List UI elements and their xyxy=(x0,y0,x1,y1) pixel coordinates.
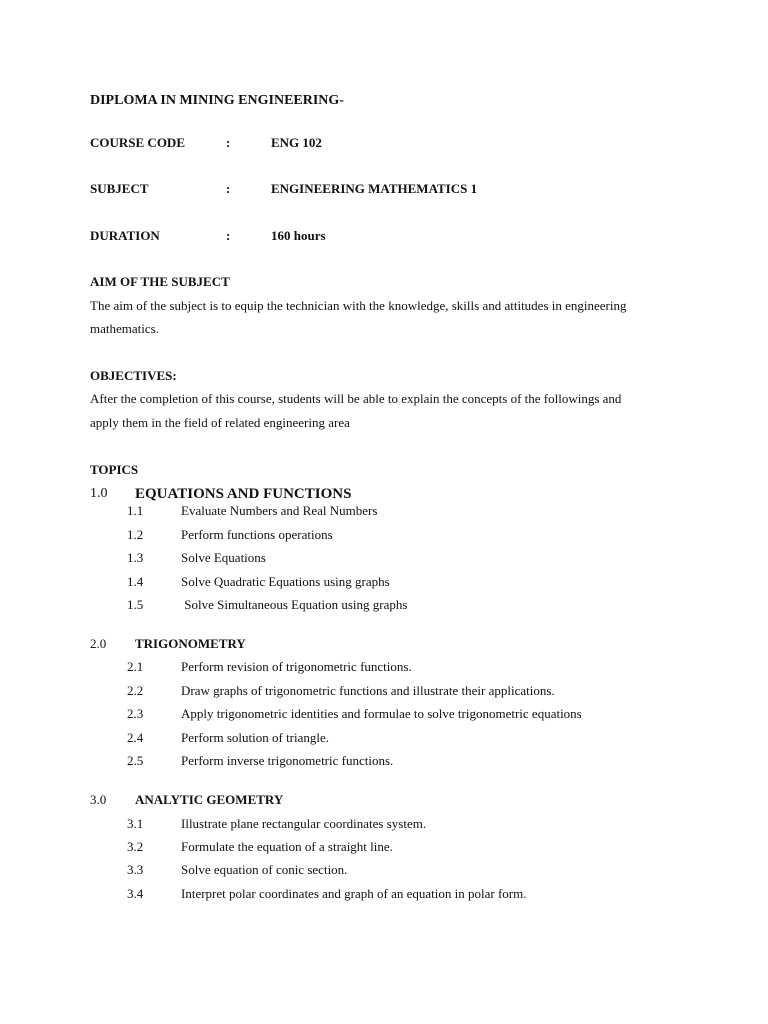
section-number: 1.0 xyxy=(90,486,108,501)
item-number: 1.4 xyxy=(127,574,144,589)
item-number: 2.4 xyxy=(127,730,144,745)
topics-heading: TOPICS xyxy=(90,462,139,477)
item-text: Evaluate Numbers and Real Numbers xyxy=(181,503,378,518)
subject-label: SUBJECT xyxy=(90,181,149,196)
item-number: 3.3 xyxy=(127,862,144,877)
item-text: Solve Equations xyxy=(181,550,266,565)
item-text: Perform inverse trigonometric functions. xyxy=(181,753,394,768)
aim-heading: AIM OF THE SUBJECT xyxy=(90,274,230,289)
item-text: Formulate the equation of a straight line. xyxy=(181,839,393,854)
item-number: 1.3 xyxy=(127,550,144,565)
objectives-heading: OBJECTIVES: xyxy=(90,368,177,383)
document-title: DIPLOMA IN MINING ENGINEERING- xyxy=(90,93,344,108)
item-text: Solve Simultaneous Equation using graphs xyxy=(181,597,408,612)
subject-value: ENGINEERING MATHEMATICS 1 xyxy=(271,181,478,196)
item-text: Solve equation of conic section. xyxy=(181,862,348,877)
section-title: TRIGONOMETRY xyxy=(135,636,246,651)
duration-separator: : xyxy=(226,228,231,243)
item-number: 2.5 xyxy=(127,753,144,768)
item-number: 3.2 xyxy=(127,839,144,854)
section-title: ANALYTIC GEOMETRY xyxy=(135,792,284,807)
aim-text-line-1: The aim of the subject is to equip the technician with the knowledge, skills and attitudes in engineering xyxy=(90,298,627,313)
item-text: Interpret polar coordinates and graph of an equation in polar form. xyxy=(181,886,527,901)
item-text: Draw graphs of trigonometric functions and illustrate their applications. xyxy=(181,683,555,698)
item-text: Illustrate plane rectangular coordinates system. xyxy=(181,816,427,831)
course-code-separator: : xyxy=(226,135,231,150)
item-text: Solve Quadratic Equations using graphs xyxy=(181,574,390,589)
aim-text-line-2: mathematics. xyxy=(90,321,159,336)
item-number: 1.1 xyxy=(127,503,144,518)
duration-value: 160 hours xyxy=(271,228,326,243)
course-code-label: COURSE CODE xyxy=(90,135,185,150)
section-number: 2.0 xyxy=(90,636,107,651)
section-number: 3.0 xyxy=(90,792,107,807)
item-text: Apply trigonometric identities and formulae to solve trigonometric equations xyxy=(181,706,582,721)
item-text: Perform solution of triangle. xyxy=(181,730,330,745)
item-number: 3.4 xyxy=(127,886,144,901)
duration-label: DURATION xyxy=(90,228,160,243)
item-number: 2.3 xyxy=(127,706,144,721)
item-number: 1.5 xyxy=(127,597,144,612)
item-number: 2.2 xyxy=(127,683,144,698)
item-number: 3.1 xyxy=(127,816,144,831)
course-code-value: ENG 102 xyxy=(271,135,322,150)
item-text: Perform functions operations xyxy=(181,527,333,542)
item-number: 2.1 xyxy=(127,659,144,674)
item-text: Perform revision of trigonometric functions. xyxy=(181,659,412,674)
subject-separator: : xyxy=(226,181,231,196)
item-number: 1.2 xyxy=(127,527,144,542)
section-title: EQUATIONS AND FUNCTIONS xyxy=(135,486,352,502)
objectives-text-line-1: After the completion of this course, students will be able to explain the concepts of the followings and xyxy=(90,391,622,406)
objectives-text-line-2: apply them in the field of related engineering area xyxy=(90,415,350,430)
